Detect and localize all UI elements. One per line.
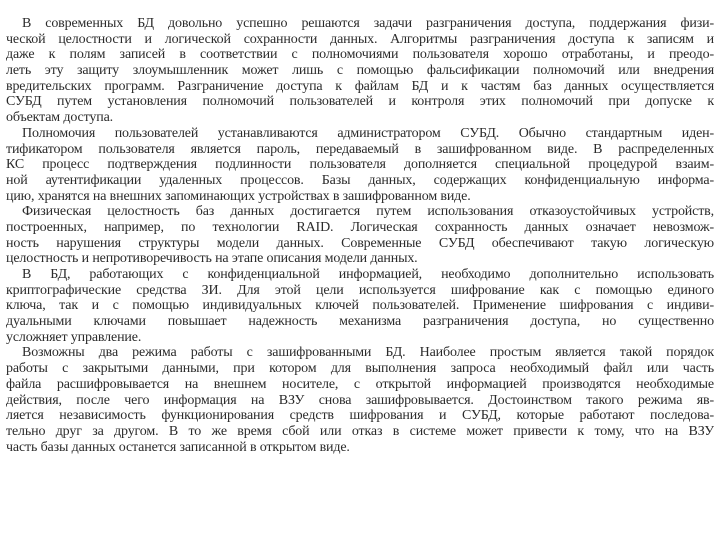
text-line: тельно друг за другом. В то же время сбой или отказ в системе может привести к тому, что на ВЗУ bbox=[6, 423, 714, 439]
text-line: тификатором пользователя является пароль, передаваемый в зашифрованном виде. В распределенных bbox=[6, 141, 714, 157]
text-line: построенных, например, по технологии RAID. Логическая сохранность данных означает невозмож- bbox=[6, 219, 714, 235]
text-line: Возможны два режима работы с зашифрованными БД. Наиболее простым является такой порядок bbox=[22, 345, 714, 361]
text-line: даже к полям записей в соответствии с полномочиями пользователя хорошо отработаны, и преодо- bbox=[6, 47, 714, 63]
text-line: В БД, работающих с конфиденциальной информацией, необходимо дополнительно использовать bbox=[22, 267, 714, 282]
text-line: работы с закрытыми данными, при котором для выполнения запроса необходимый файл или часть bbox=[6, 361, 714, 377]
paragraph bbox=[6, 345, 714, 455]
text-line: вредительских программ. Разграничение доступа к файлам БД и к частям баз данных осуществляется bbox=[6, 78, 714, 94]
paragraph bbox=[6, 126, 714, 204]
paragraph bbox=[6, 16, 714, 126]
text-line: часть базы данных останется записанной в открытом виде. bbox=[6, 439, 350, 455]
text-line: действия, после чего информация на ВЗУ снова зашифровывается. Достоинством такого режима яв- bbox=[6, 392, 714, 408]
paragraph bbox=[6, 267, 714, 345]
text-line: усложняет управление. bbox=[6, 329, 142, 345]
text-line: файла расшифровывается на внешнем носителе, с открытой информацией производятся необходимые bbox=[6, 376, 714, 392]
text-line: В современных БД довольно успешно решаются задачи разграничения доступа, поддержания физи- bbox=[22, 16, 714, 31]
text-line: ческой целостности и логической сохранности данных. Алгоритмы разграничения доступа к записям и bbox=[6, 31, 714, 47]
text-line: объектам доступа. bbox=[6, 110, 113, 126]
text-line: ключа, так и с помощью индивидуальных ключей пользователей. Применение шифрования с индиви- bbox=[6, 298, 714, 314]
text-line: Полномочия пользователей устанавливаются администратором СУБД. Обычно стандартным иден- bbox=[22, 125, 714, 141]
text-line: ность нарушения структуры модели данных. Современные СУБД обеспечивают такую логическую bbox=[6, 235, 714, 251]
text-line: дуальными ключами повышает надежность механизма разграничения доступа, но существенно bbox=[6, 314, 714, 330]
text-line: криптографические средства ЗИ. Для этой цели используется шифрование как с помощью единого bbox=[6, 282, 714, 298]
paragraph bbox=[6, 204, 714, 267]
text-line: ной аутентификации удаленных процессов. Базы данных, содержащих конфиденциальную информа- bbox=[6, 172, 714, 188]
text-line: леть эту защиту злоумышленник может лишь с помощью фальсификации полномочий или внедрения bbox=[6, 63, 714, 79]
text-line: целостность и непротиворечивость на этапе описания модели данных. bbox=[6, 251, 418, 267]
text-line: ляется независимость функционирования средств шифрования и СУБД, которые работают последова- bbox=[6, 408, 714, 424]
text-line: СУБД путем установления полномочий пользователей и контроля этих полномочий при допуске к bbox=[6, 94, 714, 110]
text-line: цию, хранятся на внешних запоминающих устройствах в зашифрованном виде. bbox=[6, 188, 471, 204]
text-line: КС процесс подтверждения подлинности пользователя дополняется специальной процедурой взаим- bbox=[6, 157, 714, 173]
text-line: Физическая целостность баз данных достигается путем использования отказоустойчивых устройств, bbox=[22, 204, 714, 220]
document-body bbox=[6, 16, 714, 455]
